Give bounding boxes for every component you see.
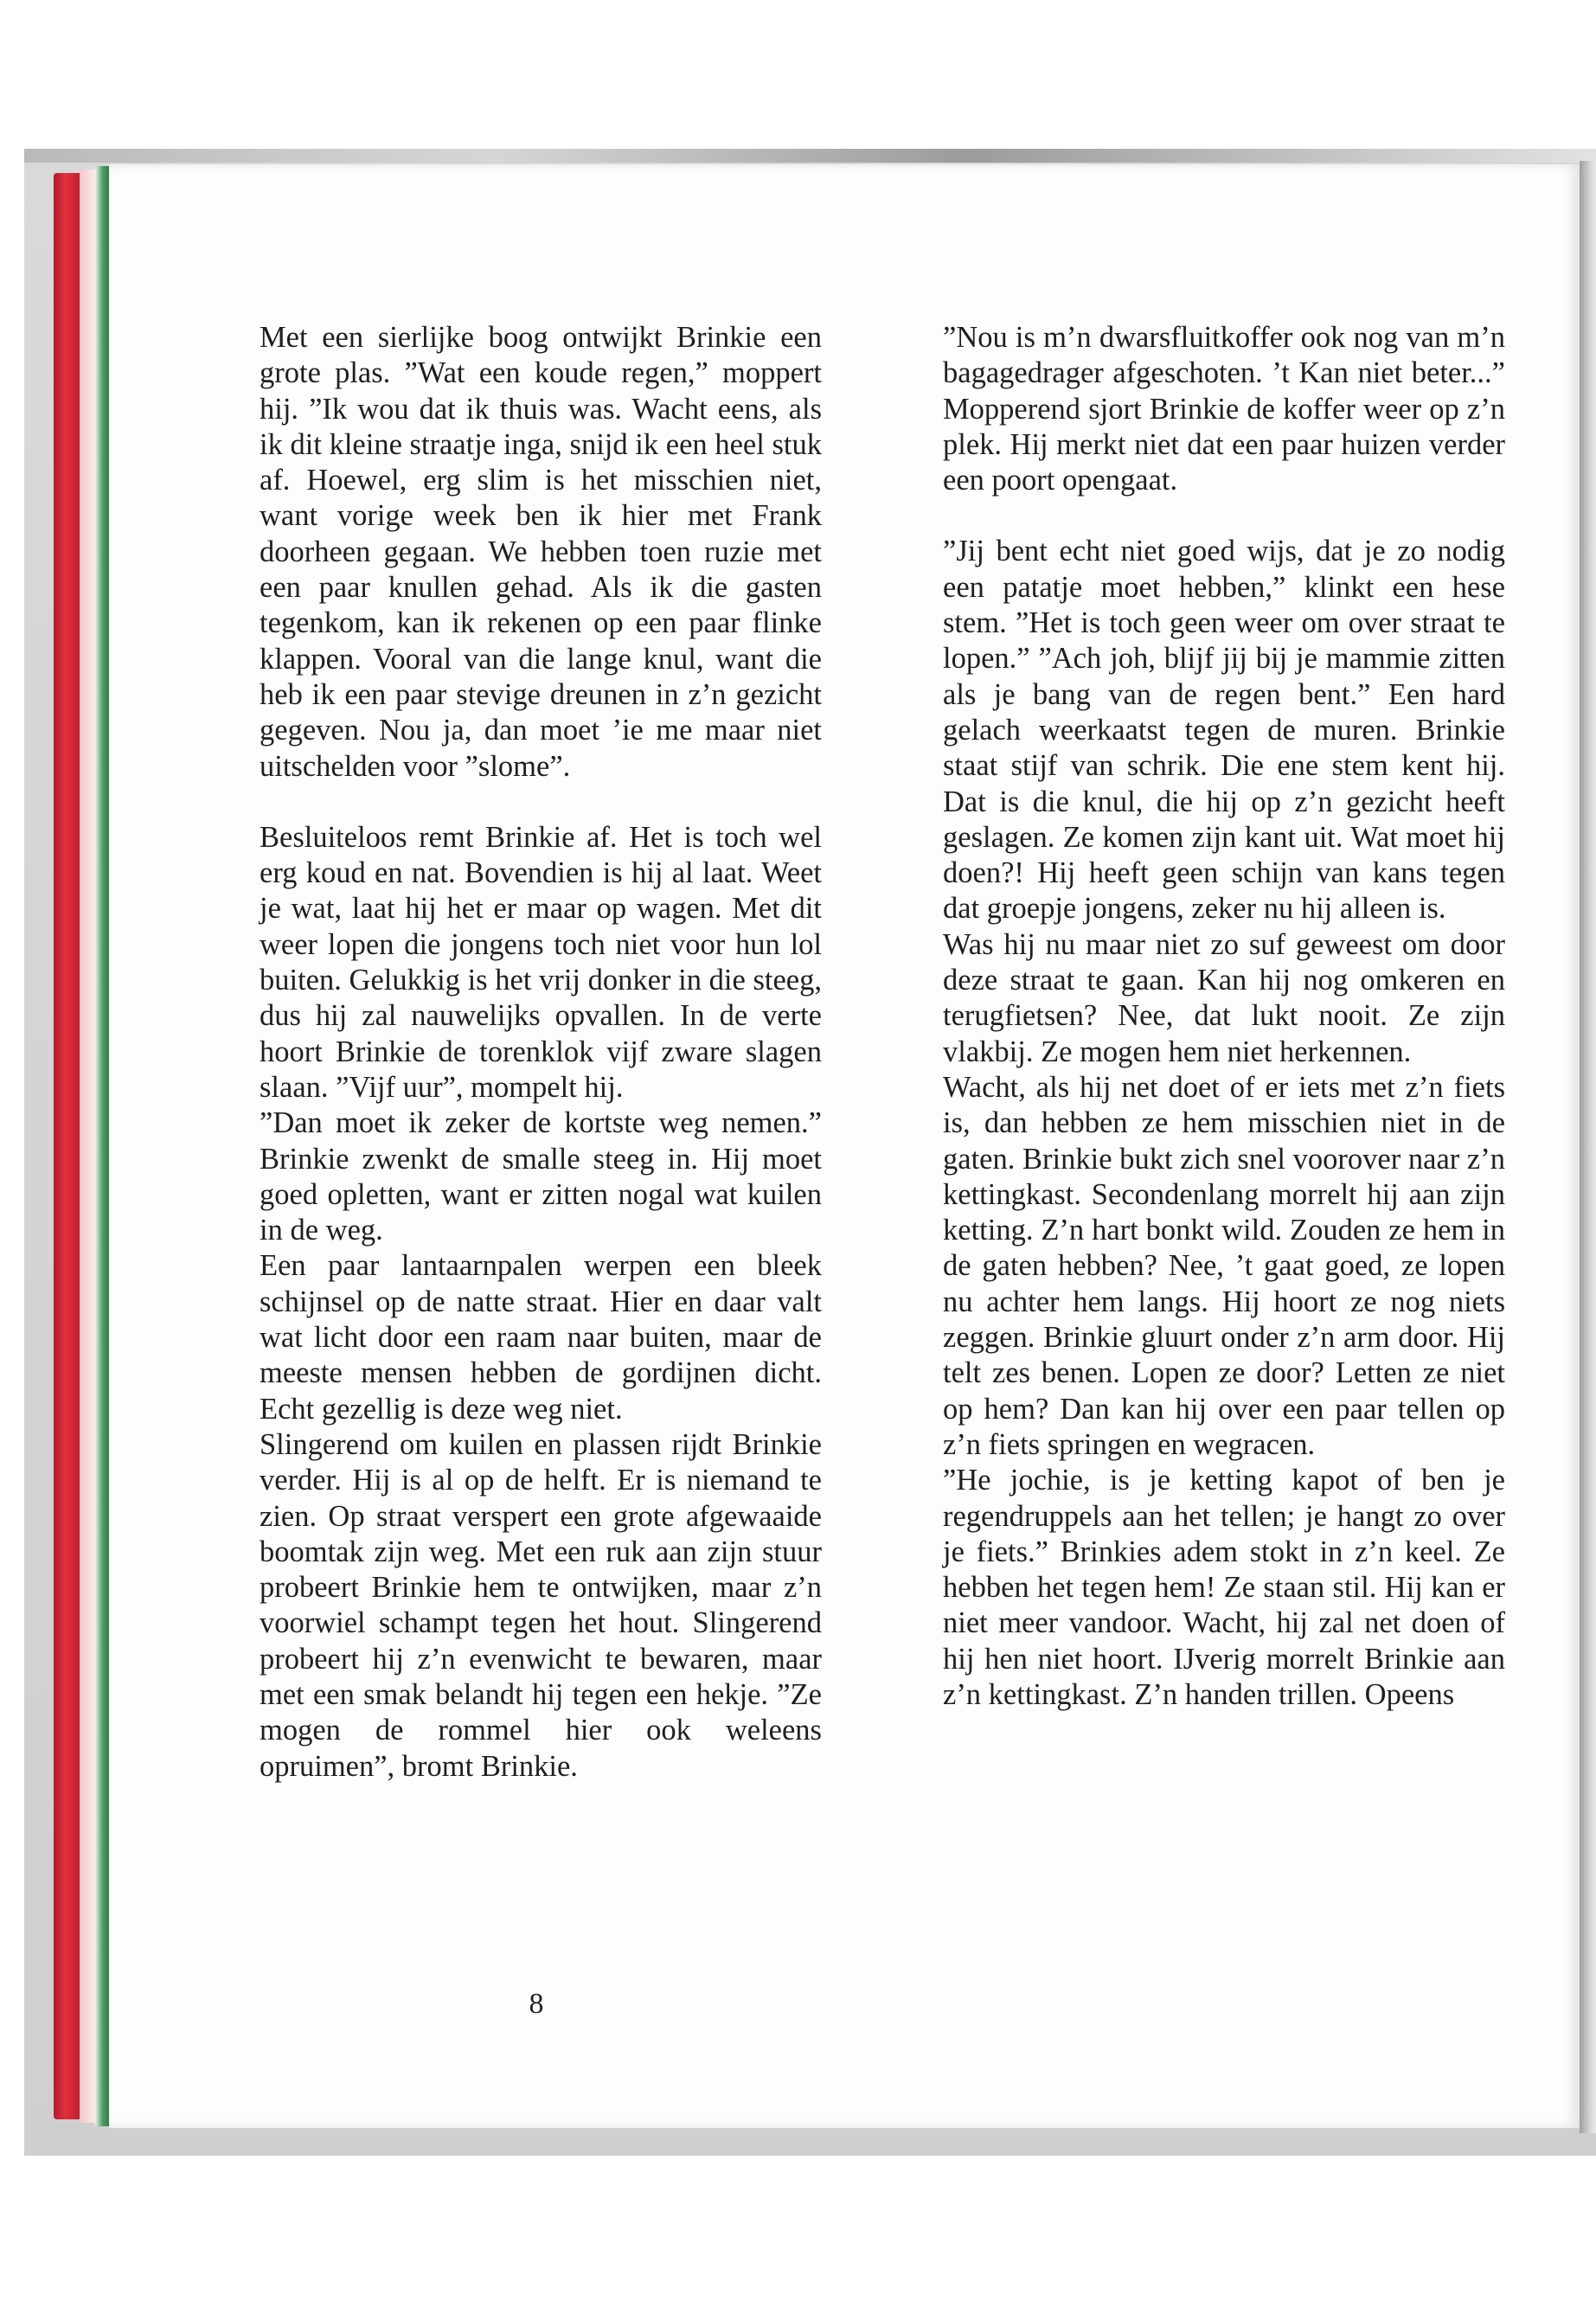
paragraph: Was hij nu maar niet zo suf geweest om door deze straat te gaan. Kan hij nog omkeren en terugfietsen? Nee, dat lukt nooit. Ze zijn vlakbij. Ze mogen hem niet herkennen. <box>943 927 1505 1068</box>
page-number: 8 <box>529 1988 544 2020</box>
paragraph: ”Dan moet ik zeker de kortste weg nemen.” Brinkie zwenkt de smalle steeg in. Hij moet goed opletten, want er zitten nogal wat kuilen in de weg. <box>260 1106 822 1247</box>
paragraph: Met een sierlijke boog ontwijkt Brinkie een grote plas. ”Wat een koude regen,” moppert hij. ”Ik wou dat ik thuis was. Wacht eens, als ik dit kleine straatje inga, snijd ik een heel stuk af. Hoewel, erg slim is het misschien niet, want vorige week ben ik hier met Frank doorheen gegaan. We hebben toen ruzie met een paar knullen gehad. Als ik die gasten tegenkom, kan ik rekenen op een paar flinke klappen. Vooral van die lange knul, want die heb ik een paar stevige dreunen in z’n gezicht gegeven. Nou ja, dan moet ’ie me maar niet uitschelden voor ”slome”. <box>260 321 822 783</box>
page-edge-pink <box>80 170 95 2123</box>
page-edge-red <box>54 173 80 2119</box>
paragraph: Besluiteloos remt Brinkie af. Het is toch wel erg koud en nat. Bovendien is hij al laat. Weet je wat, laat hij het er maar op wagen. Met dit weer lopen die jongens toch niet voor hun lol buiten. Gelukkig is het vrij donker in die steeg, dus hij zal nauwelijks opvallen. In de verte hoort Brinkie de torenklok vijf zware slagen slaan. ”Vijf uur”, mompelt hij. <box>260 820 822 1104</box>
paragraph: Slingerend om kuilen en plassen rijdt Brinkie verder. Hij is al op de helft. Er is niemand te zien. Op straat verspert een grote afgewaaide boomtak zijn weg. Met een ruk aan zijn stuur probeert Brinkie hem te ontwijken, maar z’n voorwiel schampt tegen het hout. Slingerend probeert hij z’n evenwicht te bewaren, maar met een smak belandt hij tegen een hekje. ”Ze mogen de rommel hier ook weleens opruimen”, bromt Brinkie. <box>260 1427 822 1783</box>
paragraph: Een paar lantaarnpalen werpen een bleek schijnsel op de natte straat. Hier en daar valt wat licht door een raam naar buiten, maar de meeste mensen hebben de gordijnen dicht. Echt gezellig is deze weg niet. <box>260 1249 822 1426</box>
paragraph: Wacht, als hij net doet of er iets met z’n fiets is, dan hebben ze hem misschien niet in de gaten. Brinkie bukt zich snel voorover naar z’n kettingkast. Secondenlang morrelt hij aan zijn ketting. Z’n hart bonkt wild. Zouden ze hem in de gaten hebben? Nee, ’t gaat goed, ze lopen nu achter hem langs. Hij hoort ze nog niets zeggen. Brinkie gluurt onder z’n arm door. Hij telt zes benen. Lopen ze door? Letten ze niet op hem? Dan kan hij over een paar tellen op z’n fiets springen en wegracen. <box>943 1070 1505 1461</box>
paragraph: ”He jochie, is je ketting kapot of ben je regendruppels aan het tellen; je hangt zo over je fiets.” Brinkies adem stokt in z’n keel. Ze hebben het tegen hem! Ze staan stil. Hij kan er niet meer vandoor. Wacht, hij zal net doen of hij hen niet hoort. IJverig morrelt Brinkie aan z’n kettingkast. Z’n handen trillen. Opeens <box>943 1464 1505 1711</box>
right-text-column <box>943 320 1505 1713</box>
paragraph: ”Jij bent echt niet goed wijs, dat je zo nodig een patatje moet hebben,” klinkt een hese stem. ”Het is toch geen weer om over straat te lopen.” ”Ach joh, blijf jij bij je mammie zitten als je bang van de regen bent.” Een hard gelach weerkaatst tegen de muren. Brinkie staat stijf van schrik. Die ene stem kent hij. Dat is die knul, die hij op z’n gezicht heeft geslagen. Ze komen zijn kant uit. Wat moet hij doen?! Hij heeft geen schijn van kans tegen dat groepje jongens, zeker nu hij alleen is. <box>943 535 1505 926</box>
paragraph: ”Nou is m’n dwarsfluitkoffer ook nog van m’n bagagedrager afgeschoten. ’t Kan niet beter...” Mopperend sjort Brinkie de koffer weer op z’n plek. Hij merkt niet dat een paar huizen verder een poort opengaat. <box>943 321 1505 497</box>
cover-top-edge <box>24 149 1596 163</box>
page-edge-green <box>95 166 109 2126</box>
left-text-column <box>260 320 822 1785</box>
page-right-edge <box>1580 161 1596 2133</box>
